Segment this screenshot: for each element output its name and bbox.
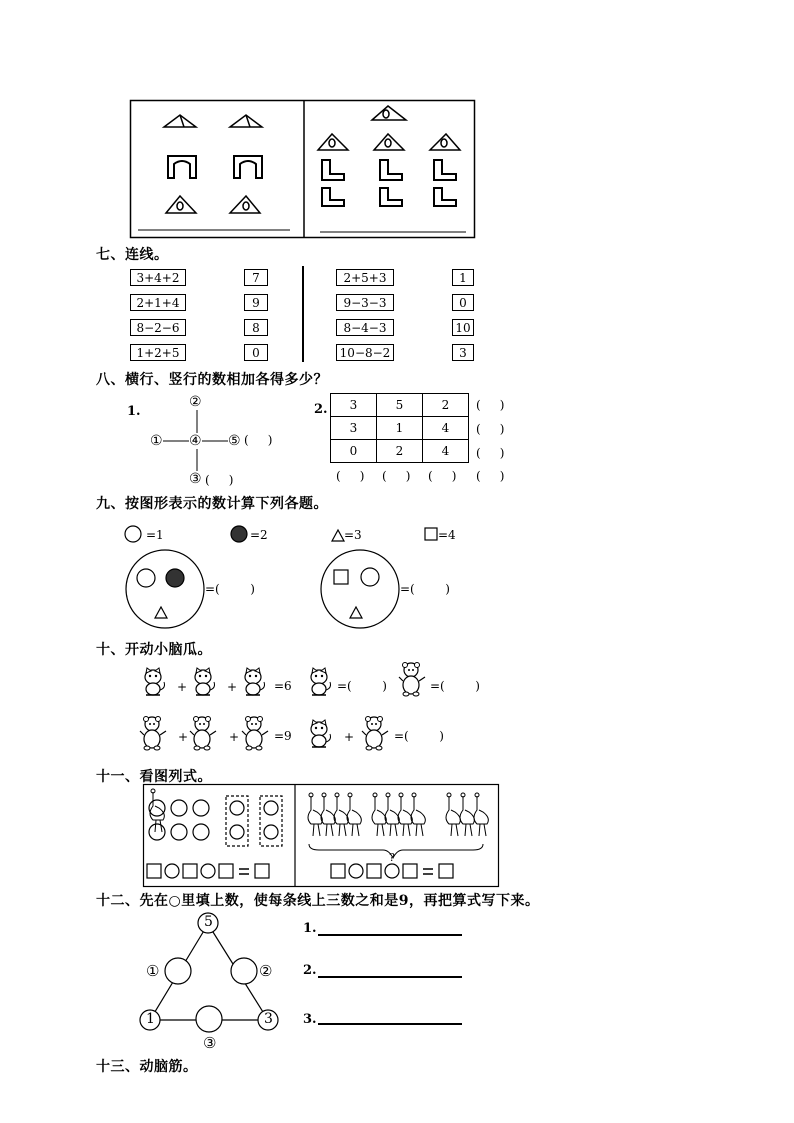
grid-col-sum-2[interactable]: ( ) [382,469,411,483]
right-answer-2: 0 [452,294,474,311]
right-expr-3: 8−4−3 [336,319,394,336]
cross-label: 1. [127,404,141,419]
section-11-title: 十一、看图列式。 [96,769,212,785]
bear-icon [242,716,270,752]
grid-cell: 2 [377,440,423,463]
grid-cell: 4 [423,440,469,463]
cross-bottom-paren[interactable]: ( ) [205,473,234,487]
plus-sign: + [229,730,240,744]
grid-cell: 4 [423,417,469,440]
grid-cell: 3 [331,394,377,417]
arch-shape [168,156,262,178]
grid-row [331,440,469,463]
right-expr-4: 10−8−2 [336,344,394,361]
right-expr-1: 2+5+3 [336,269,394,286]
shapes-figure [130,100,475,240]
cat-icon [142,668,168,698]
right-answer-3: 10 [452,319,474,336]
triangle-block-shape [166,196,260,213]
triangle-top-number: 5 [204,914,213,930]
section-10-title: 十、开动小脑瓜。 [96,642,212,658]
grid-cell: 3 [331,417,377,440]
bear-icon [190,716,218,752]
question-mark: ? [389,851,395,864]
legend-square-value: =4 [438,528,456,542]
grid-row [331,394,469,417]
section-7-title: 七、连线。 [96,247,169,263]
triangle-bottom-right-number: 3 [264,1011,273,1027]
right-answer-1: 1 [452,269,474,286]
grid-row-sum-3[interactable]: ( ) [476,446,505,460]
filled-circle-icon [230,525,250,545]
right-expr-2: 9−3−3 [336,294,394,311]
section-8-title: 八、横行、竖行的数相加各得多少？ [96,372,328,388]
plus-sign: + [344,730,355,744]
prism-shape [164,115,262,127]
answer-line-1[interactable] [318,934,462,936]
row2-answer[interactable]: =( ) [394,729,444,743]
grid-cell: 0 [331,440,377,463]
row1-answer-bear[interactable]: =( ) [430,679,480,693]
right-answer-4: 3 [452,344,474,361]
left-expr-4: 1+2+5 [130,344,186,361]
section-9-title: 九、按图形表示的数计算下列各题。 [96,496,328,512]
row1-result: =6 [274,679,292,693]
calc-answer-1[interactable]: =( ) [205,582,255,596]
left-answer-4: 0 [244,344,268,361]
left-expr-1: 3+4+2 [130,269,186,286]
left-answer-3: 8 [244,319,268,336]
answer-line-label-3: 3. [303,1012,317,1027]
triangle-left-label: ① [146,962,160,980]
triangle-bottom-label: ③ [203,1034,217,1052]
answer-line-2[interactable] [318,976,462,978]
plus-sign: + [177,680,188,694]
row2-result: =9 [274,729,292,743]
grid-row-sum-1[interactable]: ( ) [476,398,505,412]
grid-diag-sum[interactable]: ( ) [476,469,505,483]
cross-right: ⑤ [228,433,241,449]
triangle-bottom-left-number: 1 [146,1011,155,1027]
grid-label: 2. [314,402,328,417]
cat-icon [242,668,268,698]
cross-center: ④ [189,433,202,449]
legend-triangle-value: =3 [344,528,362,542]
grid-col-sum-3[interactable]: ( ) [428,469,457,483]
cross-top: ② [189,394,202,410]
cat-icon [192,668,218,698]
cross-right-paren[interactable]: ( ) [244,433,273,447]
plus-sign: + [178,730,189,744]
legend-filled-circle-value: =2 [250,528,268,542]
right-shapes [318,106,460,206]
left-answer-1: 7 [244,269,268,286]
grid-cell: 1 [377,417,423,440]
bear-icon [140,716,168,752]
cross-bottom: ③ [189,471,202,487]
calc-circle-1 [125,548,209,632]
answer-line-3[interactable] [318,1023,462,1025]
number-grid [330,393,469,463]
cross-left: ① [150,433,163,449]
circle-icon [124,525,144,545]
grid-col-sum-1[interactable]: ( ) [336,469,365,483]
calc-circle-2 [320,548,404,632]
left-expr-2: 2+1+4 [130,294,186,311]
section-13-title: 十三、动脑筋。 [96,1059,198,1075]
match-divider [302,266,304,362]
plus-sign: + [227,680,238,694]
left-answer-2: 9 [244,294,268,311]
row1-answer-cat[interactable]: =( ) [337,679,387,693]
answer-line-label-2: 2. [303,963,317,978]
legend-circle-value: =1 [146,528,164,542]
cat-icon [308,668,334,698]
triangle-right-label: ② [259,962,273,980]
left-expr-3: 8−2−6 [130,319,186,336]
grid-row [331,417,469,440]
grid-row-sum-2[interactable]: ( ) [476,422,505,436]
picture-equation-figure [143,784,499,888]
calc-answer-2[interactable]: =( ) [400,582,450,596]
answer-line-label-1: 1. [303,921,317,936]
grid-cell: 2 [423,394,469,417]
cat-icon [308,720,334,750]
grid-cell: 5 [377,394,423,417]
bear-icon [399,662,427,698]
section-12-title: 十二、先在○里填上数，使每条线上三数之和是9，再把算式写下来。 [96,893,540,909]
bear-icon [362,716,390,752]
